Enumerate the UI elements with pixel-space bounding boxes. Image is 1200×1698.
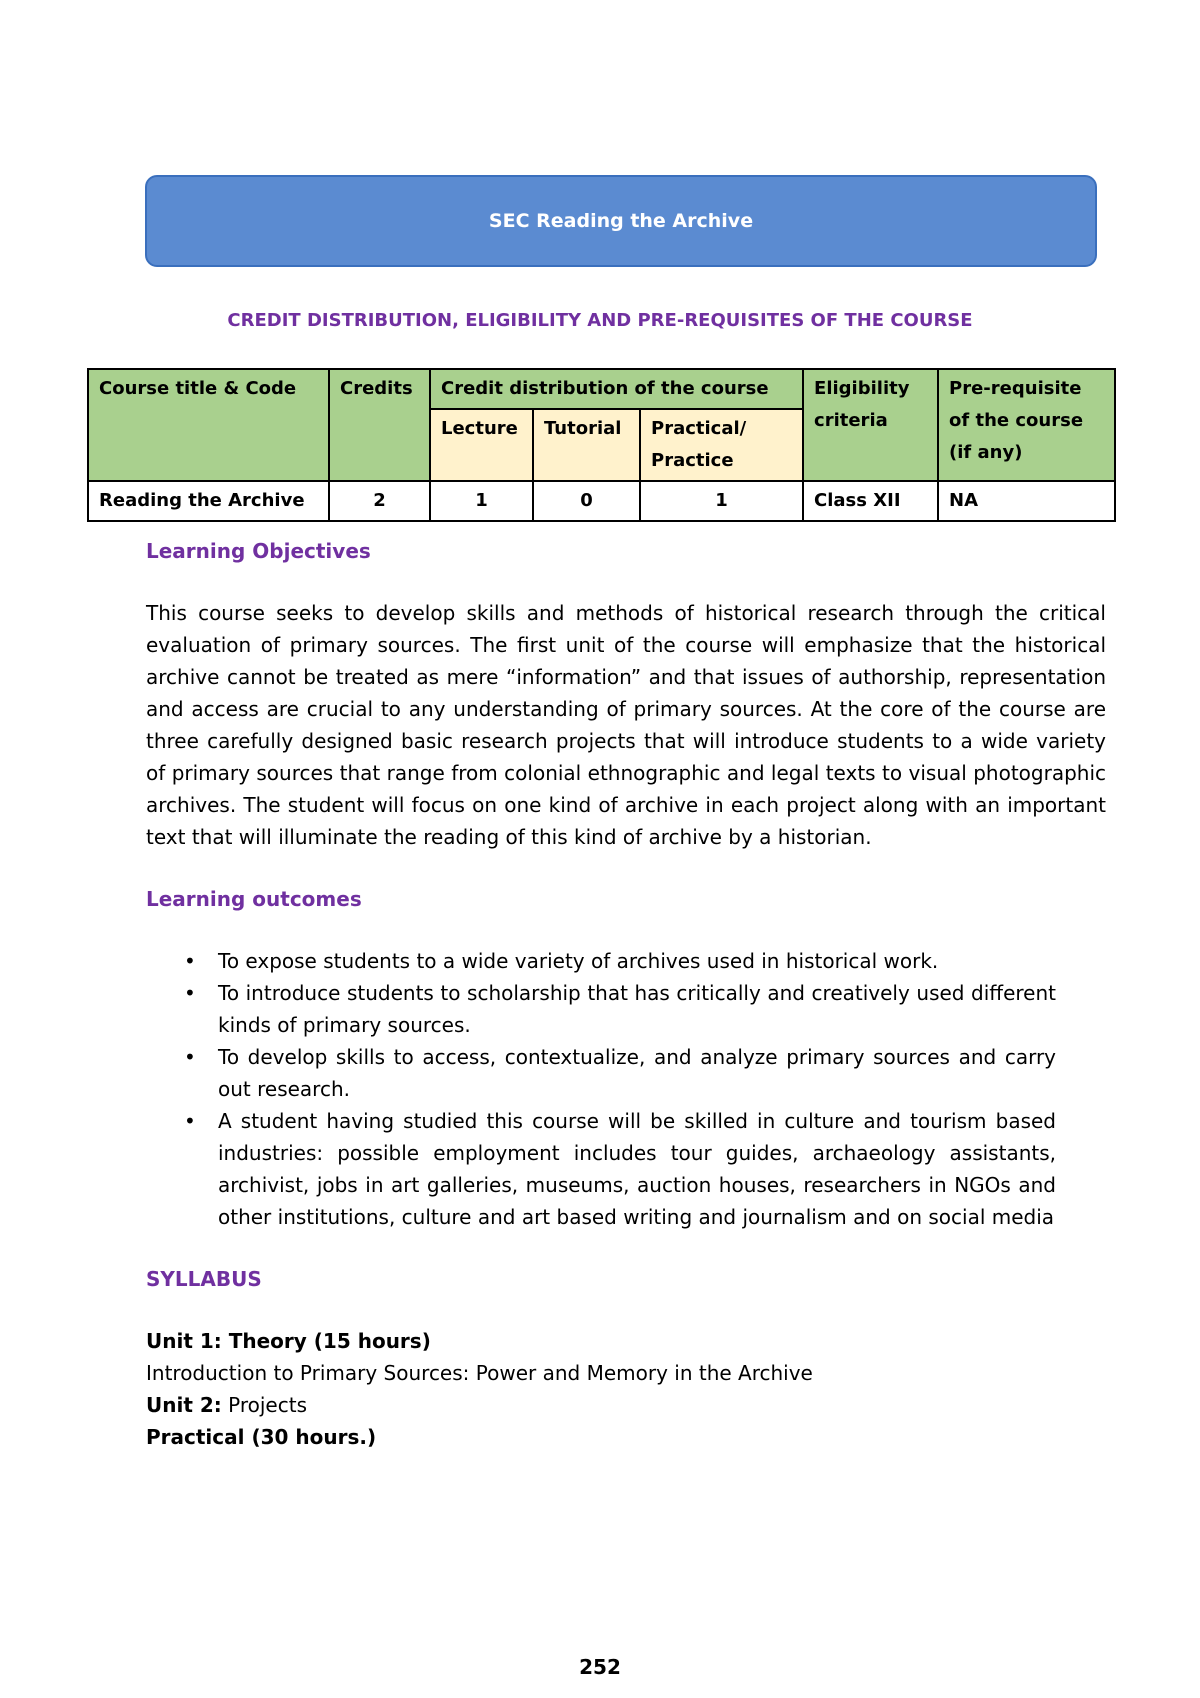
header-prerequisite: Pre-requisite of the course (if any) [938, 369, 1115, 481]
learning-outcomes-heading: Learning outcomes [146, 887, 362, 911]
list-item: • To expose students to a wide variety of archives used in historical work. [146, 945, 1056, 977]
cell-eligibility: Class XII [803, 481, 938, 521]
cell-prerequisite: NA [938, 481, 1115, 521]
practical-hours: Practical (30 hours.) [146, 1425, 377, 1449]
header-eligibility: Eligibility criteria [803, 369, 938, 481]
cell-tutorial: 0 [533, 481, 640, 521]
cell-practical: 1 [640, 481, 803, 521]
course-title-banner [145, 175, 1097, 267]
credit-distribution-heading: CREDIT DISTRIBUTION, ELIGIBILITY AND PRE-REQUISITES OF THE COURSE [227, 310, 973, 331]
header-lecture: Lecture [430, 409, 533, 481]
bullet-icon: • [184, 1109, 196, 1133]
cell-course-title: Reading the Archive [88, 481, 329, 521]
unit2-label: Unit 2: [146, 1393, 222, 1417]
header-credit-distribution: Credit distribution of the course [430, 369, 803, 409]
header-course-title: Course title & Code [88, 369, 329, 481]
bullet-icon: • [184, 949, 196, 973]
learning-objectives-heading: Learning Objectives [146, 539, 371, 563]
bullet-icon: • [184, 981, 196, 1005]
banner-title: SEC Reading the Archive [488, 210, 754, 232]
list-item: • To develop skills to access, contextualize, and analyze primary sources and carry out research. [146, 1041, 1056, 1105]
unit1-heading: Unit 1: Theory (15 hours) [146, 1329, 431, 1353]
cell-lecture: 1 [430, 481, 533, 521]
table-row [88, 481, 1115, 521]
header-practical: Practical/ Practice [640, 409, 803, 481]
learning-outcomes-list [146, 945, 1056, 1233]
table-header-row [88, 369, 1115, 409]
unit2-text: Projects [221, 1393, 307, 1417]
cell-credits: 2 [329, 481, 430, 521]
list-item: • To introduce students to scholarship that has critically and creatively used different kinds of primary sources. [146, 977, 1056, 1041]
credit-table [87, 368, 1116, 522]
unit2-line [146, 1389, 1106, 1421]
page-number: 252 [579, 1655, 621, 1679]
header-tutorial: Tutorial [533, 409, 640, 481]
document-body [146, 535, 1106, 1453]
header-credits: Credits [329, 369, 430, 481]
bullet-icon: • [184, 1045, 196, 1069]
learning-objectives-text: This course seeks to develop skills and methods of historical research through the critical evaluation of primary sources. The first unit of the course will emphasize that the historical archive cannot be treated as mere “information” and that issues of authorship, representation and access are crucial to any understanding of primary sources. At the core of the course are three carefully designed basic research projects that will introduce students to a wide variety of primary sources that range from colonial ethnographic and legal texts to visual photographic archives. The student will focus on one kind of archive in each project along with an important text that will illuminate the reading of this kind of archive by a historian. [146, 601, 1106, 849]
list-item: • A student having studied this course will be skilled in culture and tourism based industries: possible employment includes tour guides, archaeology assistants, archivist, jobs in art galleries, museums, auction houses, researchers in NGOs and other institutions, culture and art based writing and journalism and on social media [146, 1105, 1056, 1233]
unit1-text: Introduction to Primary Sources: Power and Memory in the Archive [146, 1361, 813, 1385]
syllabus-heading: SYLLABUS [146, 1267, 262, 1291]
